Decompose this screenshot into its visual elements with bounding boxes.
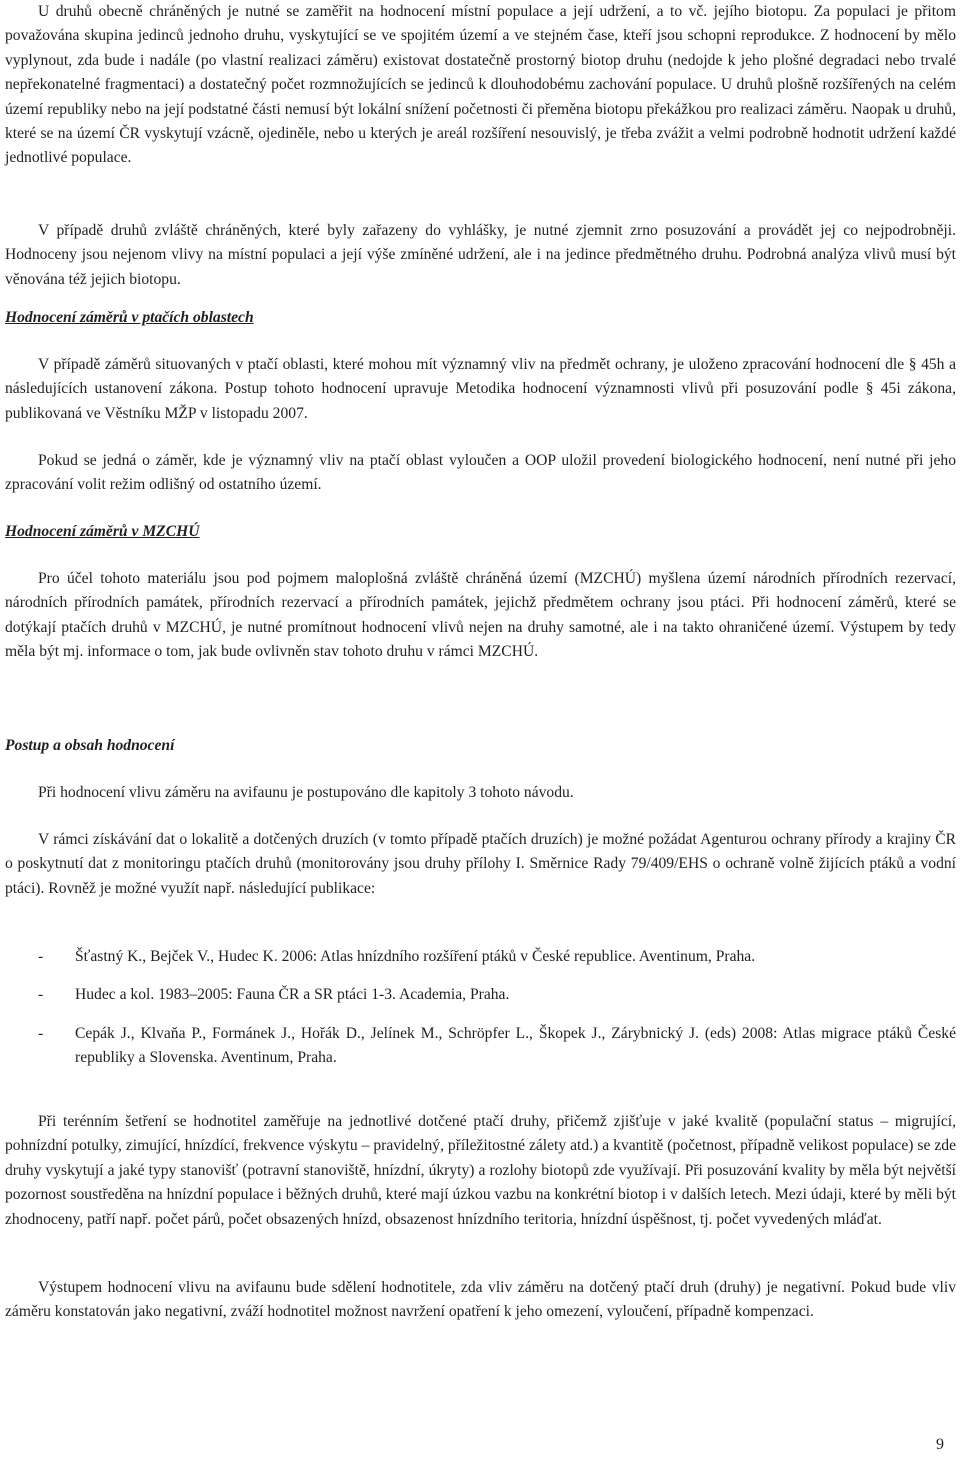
paragraph-output — [5, 1276, 956, 1325]
paragraph-bird-areas — [5, 353, 956, 426]
section-heading: Hodnocení záměrů v MZCHÚ — [5, 523, 200, 540]
reference-text: Cepák J., Klvaňa P., Formánek J., Hořák D., Jelínek M., Schröpfer L., Škopek J., Zárybnický J. (eds) 2008: Atlas migrace ptáků České republiky a Slovenska. Aventinum, Praha. — [75, 1024, 956, 1067]
section-heading: Postup a obsah hodnocení — [5, 737, 175, 754]
paragraph-text: Pro účel tohoto materiálu jsou pod pojmem maloplošná zvláště chráněná území (MZCHÚ) myšlena území národních přírodních rezervací, národních přírodních památek, přírodních rezervací a přírodních památek, jejichž předmětem ochrany jsou ptáci. Při hodnocení záměrů, které se dotýkají ptačích druhů v MZCHÚ, je nutné promítnout hodnocení vlivů nejen na druhy samotné, ale i na takto ohraničené území. Výstupem by tedy měla být mj. informace o tom, jak bude ovlivněn stav tohoto druhu v rámci MZCHÚ. — [5, 570, 956, 661]
paragraph-procedure — [5, 781, 956, 805]
reference-text: Hudec a kol. 1983–2005: Fauna ČR a SR ptáci 1-3. Academia, Praha. — [75, 986, 510, 1004]
paragraph-text: Výstupem hodnocení vlivu na avifaunu bude sdělení hodnotitele, zda vliv záměru na dotčený ptačí druh (druhy) je negativní. Pokud bude vliv záměru konstatován jako negativní, zváží hodnotitel možnost navržení opatření k jeho omezení, vyloučení, případně kompenzaci. — [5, 1279, 956, 1321]
paragraph-text: U druhů obecně chráněných je nutné se zaměřit na hodnocení místní populace a její udržení, a to vč. jejího biotopu. Za populaci je přitom považována skupina jedinců jednoho druhu, vyskytující se ve spojitém území a ve stejném čase, kteří jsou schopni reprodukce. Z hodnocení by mělo vyplynout, zda bude i nadále (po vlastní realizaci záměru) existovat dostatečně prostorný biotop druhu (nedojde k jeho plošné degradaci nebo trvalé nepřekonatelné fragmentaci) a dostatečný počet rozmnožujících se jedinců k dlouhodobému zachování populace. U druhů plošně rozšířených na celém území republiky nebo na její podstatné části nemusí být lokální snížení početnosti či přeměna biotopu překážkou pro realizaci záměru. Naopak u druhů, které se na území ČR vyskytují vzácně, ojediněle, nebo u kterých je areál rozšíření nesouvislý, je třeba zvážit a velmi podrobně hodnotit udržení každé jednotlivé populace. — [5, 3, 956, 167]
reference-list — [5, 945, 956, 1071]
list-dash-marker: - — [38, 986, 44, 1004]
paragraph-common-species — [5, 0, 956, 171]
paragraph-text: Při terénním šetření se hodnotitel zaměřuje na jednotlivé dotčené ptačí druhy, přičemž zjišťuje v jaké kvalitě (populační status – migrující, pohnízdní potulky, zimující, hnízdící, frekvence výskytu – pravidelný, příležitostné zálety atd.) a kvantitě (početnost, případně velikost populace) se zde druhy vyskytují a jaké typy stanovišť (potravní stanoviště, hnízdní, úkryty) a rozlohy biotopů zde využívají. Při posuzování kvality by měla být největší pozornost soustředěna na hnízdní populace i běžných druhů, které mají úzkou vazbu na konkrétní biotop i v dalších letech. Mezi údaji, které by měli být zhodnoceny, patří např. počet párů, počet obsazených hnízd, obsazenost hnízdního teritoria, hnízdní úspěšnost, tj. počet vyvedených mláďat. — [5, 1113, 956, 1228]
paragraph-mzchu — [5, 567, 956, 665]
list-dash-marker: - — [38, 948, 44, 965]
page-number: 9 — [936, 1436, 944, 1453]
section-heading-bird-areas — [5, 306, 956, 330]
reference-text: Šťastný K., Bejček V., Hudec K. 2006: Atlas hnízdního rozšíření ptáků v České republice. Aventinum, Praha. — [75, 948, 756, 965]
paragraph-text: Pokud se jedná o záměr, kde je významný vliv na ptačí oblast vyloučen a OOP uložil provedení biologického hodnocení, není nutné při jeho zpracování volit režim odlišný od ostatního území. — [5, 452, 956, 494]
paragraph-text: V případě druhů zvláště chráněných, které byly zařazeny do vyhlášky, je nutné zjemnit zrno posuzování a provádět jej co nejpodrobněji. Hodnoceny jsou nejenom vlivy na místní populaci a její výše zmíněné udržení, ale i na jedince předmětného druhu. Podrobná analýza vlivů musí být věnována též jejich biotopu. — [5, 222, 956, 288]
section-heading: Hodnocení záměrů v ptačích oblastech — [5, 309, 254, 326]
paragraph-data-sources — [5, 828, 956, 901]
section-heading-procedure — [5, 734, 956, 758]
section-heading-mzchu — [5, 520, 956, 544]
paragraph-protected-species — [5, 219, 956, 292]
paragraph-text: Při hodnocení vlivu záměru na avifaunu je postupováno dle kapitoly 3 tohoto návodu. — [38, 784, 574, 801]
paragraph-field-survey — [5, 1110, 956, 1232]
paragraph-text: V rámci získávání dat o lokalitě a dotčených druzích (v tomto případě ptačích druzích) je možné požádat Agenturou ochrany přírody a krajiny ČR o poskytnutí dat z monitoringu ptačích druhů (monitorovány jsou druhy přílohy I. Směrnice Rady 79/409/EHS o ochraně volně žijících ptáků a vodní ptáci). Rovněž je možné využít např. následující publikace: — [5, 831, 956, 897]
reference-item — [5, 945, 956, 969]
reference-item — [5, 983, 956, 1007]
paragraph-bird-areas-exclusion — [5, 449, 956, 498]
paragraph-text: V případě záměrů situovaných v ptačí oblasti, které mohou mít významný vliv na předmět ochrany, je uloženo zpracování hodnocení dle § 45h a následujících ustanovení zákona. Postup tohoto hodnocení upravuje Metodika hodnocení významnosti vlivů při posuzování podle § 45i zákona, publikovaná ve Věstníku MŽP v listopadu 2007. — [5, 356, 956, 422]
list-dash-marker: - — [38, 1024, 44, 1042]
reference-item — [5, 1022, 956, 1071]
